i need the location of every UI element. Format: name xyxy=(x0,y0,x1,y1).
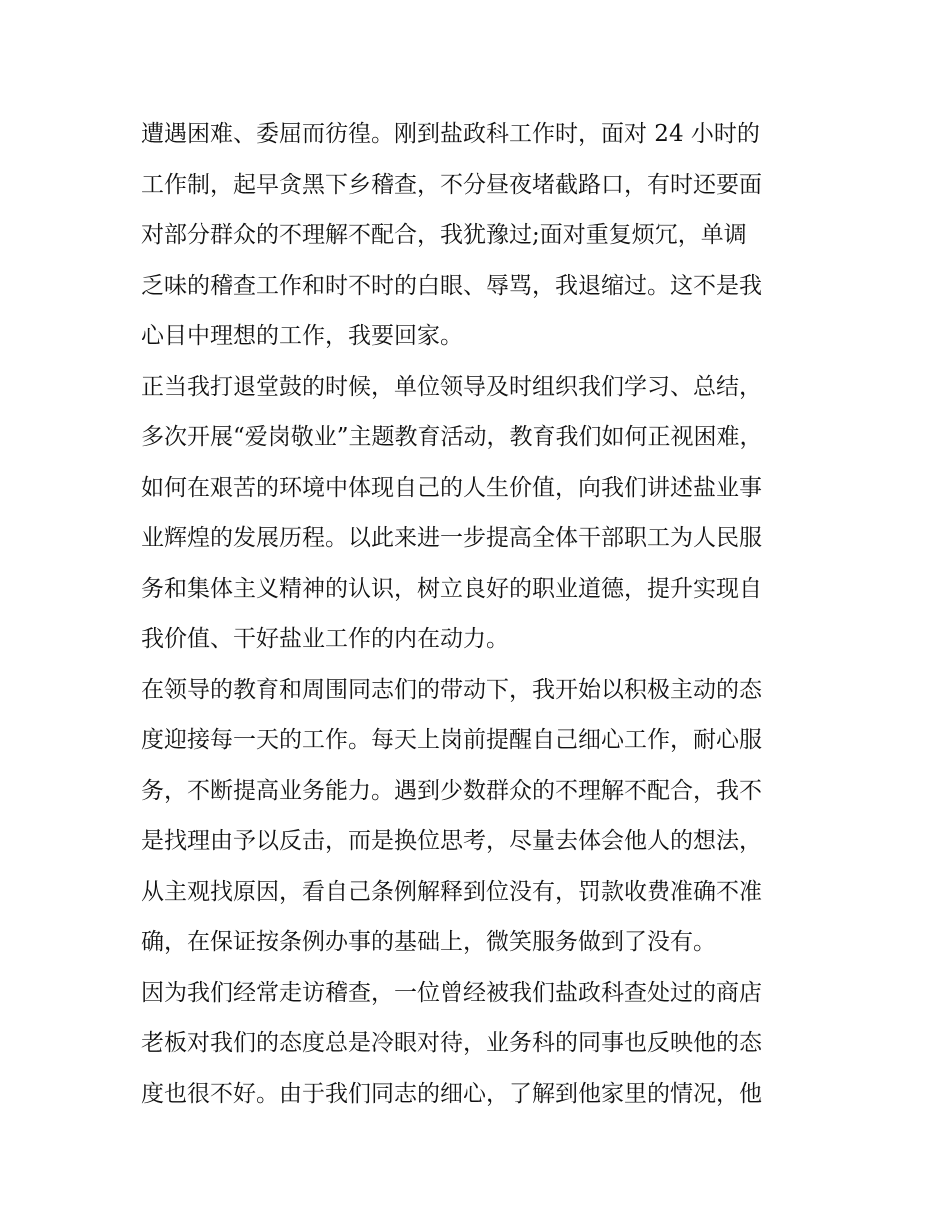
text-line: 工作制，起早贪黑下乡稽查，不分昼夜堵截路口，有时还要面 xyxy=(141,171,762,198)
paragraph-2 xyxy=(141,362,813,665)
text-line: 老板对我们的态度总是冷眼对待，业务科的同事也反映他的态 xyxy=(141,1030,762,1056)
text-line: 业辉煌的发展历程。以此来进一步提高全体干部职工为人民服 xyxy=(141,525,762,551)
text-line: 乏味的稽查工作和时不时的白眼、辱骂，我退缩过。这不是我 xyxy=(141,272,762,299)
paragraph-1 xyxy=(141,109,813,362)
text-line: 心目中理想的工作，我要回家。 xyxy=(141,323,463,349)
text-line: 我价值、干好盐业工作的内在动力。 xyxy=(141,626,509,652)
text-line: 度也很不好。由于我们同志的细心，了解到他家里的情况，他 xyxy=(141,1080,762,1107)
text-line: 务和集体主义精神的认识，树立良好的职业道德，提升实现自 xyxy=(141,575,762,602)
text-line: 对部分群众的不理解不配合，我犹豫过;面对重复烦冗，单调 xyxy=(141,222,747,248)
text-line: 正当我打退堂鼓的时候，单位领导及时组织我们学习、总结， xyxy=(141,373,762,400)
text-line: 是找理由予以反击，而是换位思考，尽量去体会他人的想法， xyxy=(141,828,762,854)
text-line: 如何在艰苦的环境中体现自己的人生价值，向我们讲述盐业事 xyxy=(141,474,762,501)
document-body xyxy=(141,109,813,1119)
paragraph-4 xyxy=(141,968,813,1120)
text-line: 确，在保证按条例办事的基础上，微笑服务做到了没有。 xyxy=(141,929,716,955)
text-line: 多次开展“爱岗敬业”主题教育活动，教育我们如何正视困难， xyxy=(141,424,763,450)
text-line: 遭遇困难、委屈而彷徨。刚到盐政科工作时，面对 24 小时的 xyxy=(141,121,760,147)
text-line: 因为我们经常走访稽查，一位曾经被我们盐政科查处过的商店 xyxy=(141,979,762,1006)
text-line: 度迎接每一天的工作。每天上岗前提醒自己细心工作，耐心服 xyxy=(141,727,762,753)
text-line: 在领导的教育和周围同志们的带动下，我开始以积极主动的态 xyxy=(141,676,762,703)
text-line: 务，不断提高业务能力。遇到少数群众的不理解不配合，我不 xyxy=(141,777,762,804)
text-line: 从主观找原因，看自己条例解释到位没有，罚款收费准确不准 xyxy=(141,878,762,905)
paragraph-3 xyxy=(141,665,813,968)
